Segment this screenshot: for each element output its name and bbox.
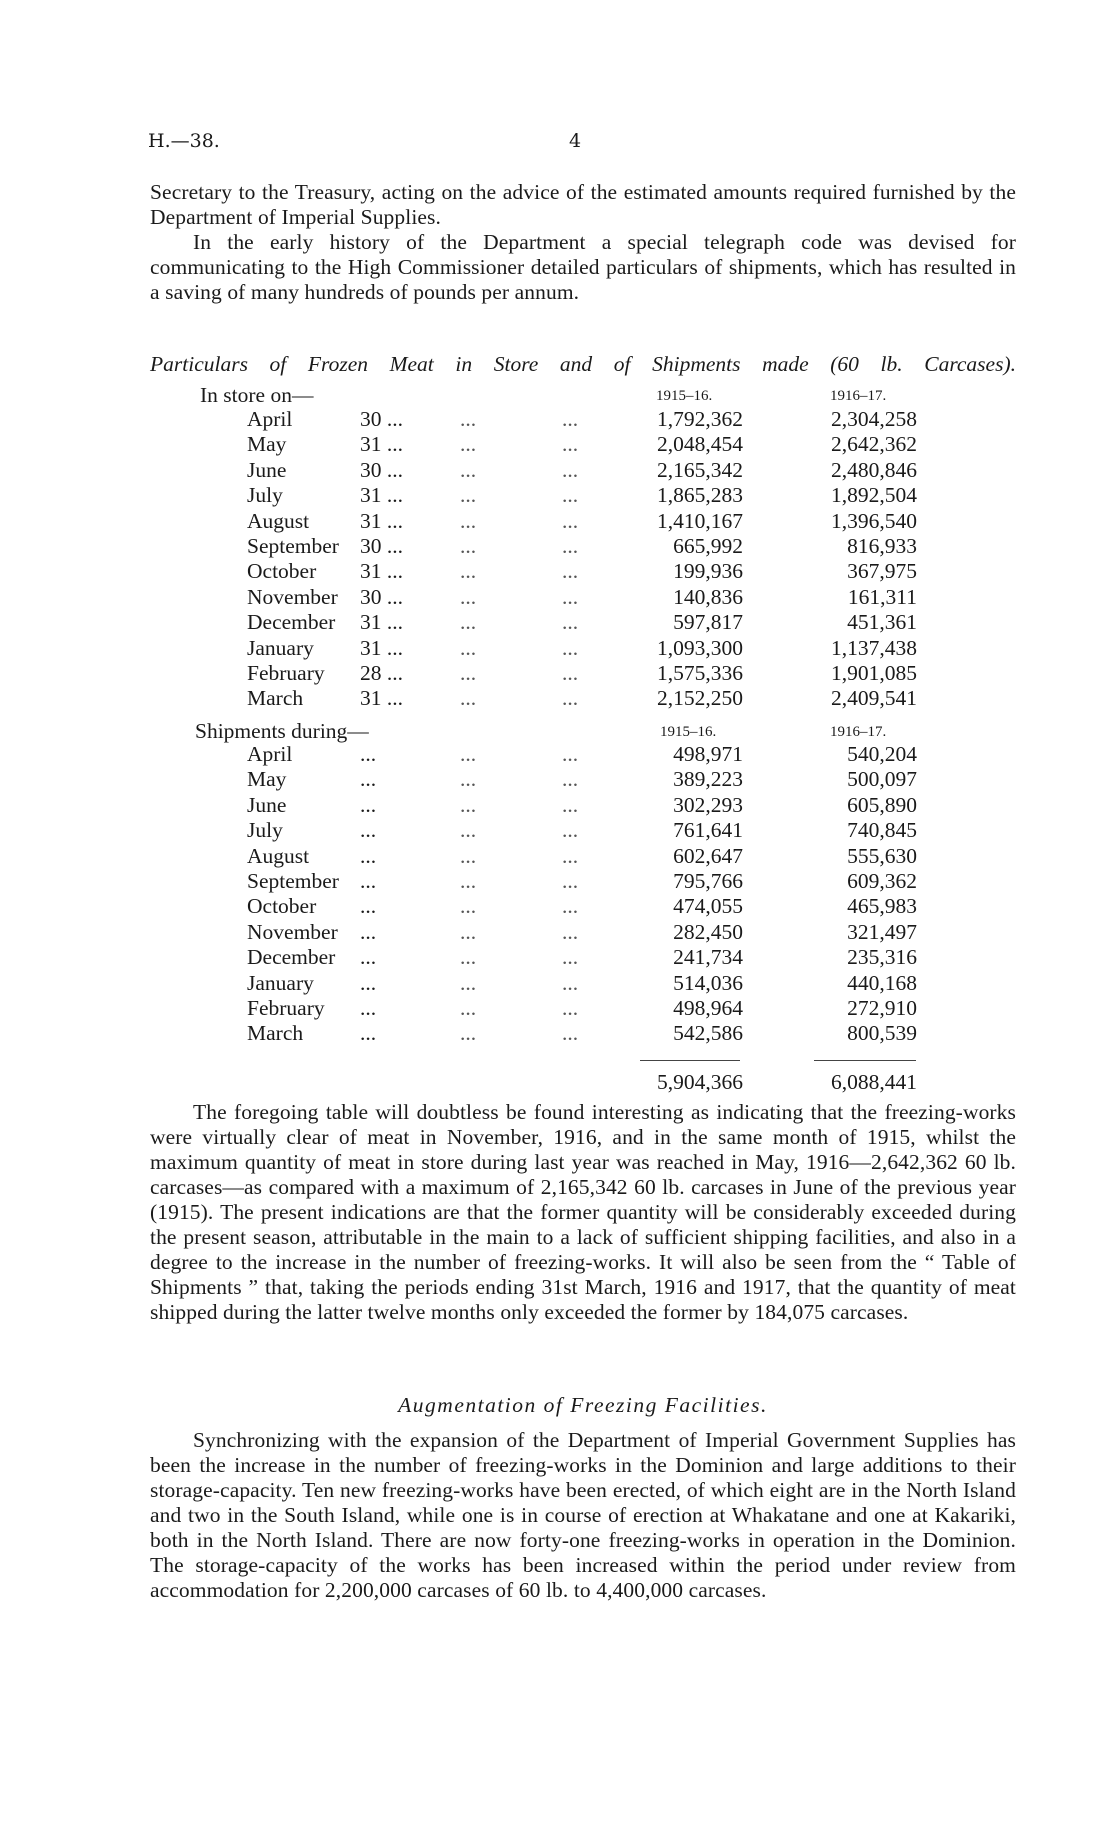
row-month: July: [247, 818, 283, 843]
table-row: [0, 686, 1114, 711]
row-leader: ...: [562, 610, 579, 635]
row-month: March: [247, 1021, 304, 1046]
row-leader: ...: [562, 508, 579, 533]
row-value-1915-16: 2,165,342: [657, 457, 743, 482]
document-code: H.—38.: [148, 130, 220, 152]
paragraph-text: Secretary to the Treasury, acting on the advice of the estimated amounts required furnished by the Department of Imperial Supplies.: [150, 180, 1016, 229]
row-leader: ...: [460, 869, 477, 893]
row-leader: ...: [460, 742, 477, 766]
row-leader: ...: [562, 843, 579, 868]
row-month: May: [247, 432, 287, 457]
row-value-1915-16: 1,093,300: [657, 635, 743, 660]
row-value-1916-17: 321,497: [847, 919, 917, 944]
row-leader: ...: [460, 996, 477, 1020]
row-value-1915-16: 2,048,454: [657, 432, 743, 457]
row-value-1916-17: 465,983: [847, 894, 917, 919]
row-day: 31 ...: [360, 432, 403, 457]
row-month: October: [247, 559, 317, 584]
row-value-1915-16: 761,641: [673, 818, 743, 843]
row-day: ...: [360, 996, 377, 1020]
table-row: [0, 996, 1114, 1021]
row-value-1915-16: 1,792,362: [657, 407, 743, 431]
row-month: August: [247, 508, 310, 533]
row-day: 30 ...: [360, 584, 403, 609]
row-month: June: [247, 457, 287, 482]
row-day: 31 ...: [360, 483, 403, 508]
total-rule-1915-16: [640, 1060, 740, 1061]
row-value-1915-16: 597,817: [673, 610, 743, 635]
row-month: April: [247, 407, 293, 431]
row-leader: ...: [562, 792, 579, 817]
row-leader: ...: [562, 635, 579, 660]
row-leader: ...: [460, 559, 477, 584]
table-row: [0, 818, 1114, 843]
row-value-1915-16: 1,865,283: [657, 483, 743, 508]
row-leader: ...: [562, 996, 579, 1020]
row-value-1916-17: 555,630: [847, 843, 917, 868]
row-leader: ...: [460, 843, 477, 868]
row-leader: ...: [460, 432, 477, 457]
paragraph-table-commentary: [150, 1100, 1016, 1325]
row-value-1916-17: 2,409,541: [831, 686, 917, 711]
row-leader: ...: [460, 457, 477, 482]
row-value-1916-17: 540,204: [847, 742, 917, 766]
table-row: [0, 945, 1114, 970]
row-month: March: [247, 686, 304, 711]
row-day: 30 ...: [360, 534, 403, 558]
row-leader: ...: [562, 767, 579, 792]
row-value-1916-17: 161,311: [847, 584, 917, 609]
row-value-1916-17: 1,396,540: [831, 508, 917, 533]
row-value-1916-17: 740,845: [847, 818, 917, 843]
row-day: 30 ...: [360, 457, 403, 482]
row-value-1915-16: 602,647: [673, 843, 743, 868]
row-value-1916-17: 1,137,438: [831, 635, 917, 660]
row-leader: ...: [562, 457, 579, 482]
row-value-1916-17: 605,890: [847, 792, 917, 817]
row-value-1916-17: 500,097: [847, 767, 917, 792]
row-value-1916-17: 816,933: [847, 534, 917, 558]
section-heading: Augmentation of Freezing Facilities.: [398, 1393, 768, 1417]
row-leader: ...: [460, 792, 477, 817]
row-leader: ...: [562, 919, 579, 944]
store-col-header-1916-17: 1916–17.: [830, 388, 887, 404]
row-value-1915-16: 389,223: [673, 767, 743, 792]
row-month: June: [247, 792, 287, 817]
row-day: ...: [360, 1021, 377, 1046]
table-row: [0, 793, 1114, 818]
row-value-1915-16: 665,992: [673, 534, 743, 558]
row-value-1916-17: 1,892,504: [831, 483, 917, 508]
table-row: [0, 432, 1114, 457]
row-value-1916-17: 367,975: [847, 559, 917, 584]
row-leader: ...: [562, 407, 579, 431]
paragraph-text: In the early history of the Department a special telegraph code was devised for communicating to the High Commissioner detailed particulars of shipments, which has resulted in a saving of many hundreds of pounds per annum.: [150, 230, 1016, 304]
table-row: [0, 971, 1114, 996]
total-1916-17: 6,088,441: [831, 1070, 917, 1094]
row-leader: ...: [460, 818, 477, 843]
paragraph-text: The foregoing table will doubtless be found interesting as indicating that the freezing-works were virtually clear of meat in November, 1916, and in the same month of 1915, whilst the maximum quantity of meat in store during last year was reached in May, 1916—2,642,362 60 lb. carcases—as compared with a maximum of 2,165,342 60 lb. carcases in June of the previous year (1915). The present indications are that the former quantity will be considerably exceeded during the present season, attributable in the main to a lack of sufficient shipping facilities, and also in a degree to the increase in the number of freezing-works. It will also be seen from the “ Table of Shipments ” that, taking the periods ending 31st March, 1916 and 1917, that the quantity of meat shipped during the latter twelve months only exceeded the former by 184,075 carcases.: [150, 1100, 1016, 1324]
row-leader: ...: [460, 661, 477, 685]
table-row: [0, 920, 1114, 945]
row-day: ...: [360, 945, 377, 970]
row-day: ...: [360, 869, 377, 893]
row-leader: ...: [460, 610, 477, 635]
table-row: [0, 661, 1114, 686]
row-leader: ...: [562, 661, 579, 685]
table-row: [0, 559, 1114, 584]
row-value-1915-16: 514,036: [673, 970, 743, 995]
row-day: ...: [360, 818, 377, 843]
table-row: [0, 458, 1114, 483]
row-month: December: [247, 610, 336, 635]
row-value-1915-16: 474,055: [673, 894, 743, 919]
row-leader: ...: [460, 407, 477, 431]
table-title: Particulars of Frozen Meat in Store and of Shipments made (60 lb. Carcases).: [150, 352, 1016, 376]
row-leader: ...: [460, 483, 477, 508]
row-value-1915-16: 498,964: [673, 996, 743, 1020]
table-row: [0, 636, 1114, 661]
row-day: ...: [360, 919, 377, 944]
table-row: [0, 534, 1114, 559]
row-month: November: [247, 584, 338, 609]
row-value-1916-17: 2,642,362: [831, 432, 917, 457]
paragraph-continuation: [150, 180, 1016, 230]
table-row: [0, 767, 1114, 792]
row-value-1915-16: 498,971: [673, 742, 743, 766]
row-month: November: [247, 919, 338, 944]
row-value-1916-17: 2,304,258: [831, 407, 917, 431]
table-row: [0, 509, 1114, 534]
row-day: 30 ...: [360, 407, 403, 431]
table-row: [0, 894, 1114, 919]
row-value-1916-17: 272,910: [847, 996, 917, 1020]
total-rule-1916-17: [814, 1060, 916, 1061]
row-day: ...: [360, 742, 377, 766]
row-month: April: [247, 742, 293, 766]
totals-row: [0, 1070, 1114, 1095]
row-month: August: [247, 843, 310, 868]
row-month: September: [247, 869, 339, 893]
shipments-section-label: Shipments during—: [195, 719, 369, 743]
row-leader: ...: [460, 584, 477, 609]
row-leader: ...: [460, 508, 477, 533]
row-value-1916-17: 451,361: [847, 610, 917, 635]
row-leader: ...: [562, 869, 579, 893]
row-day: ...: [360, 792, 377, 817]
row-leader: ...: [562, 534, 579, 558]
store-col-header-1915-16: 1915–16.: [656, 388, 713, 404]
row-leader: ...: [562, 483, 579, 508]
shipments-col-header-1916-17: 1916–17.: [830, 724, 887, 740]
row-value-1915-16: 302,293: [673, 792, 743, 817]
row-leader: ...: [460, 1021, 477, 1046]
row-day: ...: [360, 767, 377, 792]
row-leader: ...: [460, 970, 477, 995]
row-leader: ...: [460, 635, 477, 660]
row-leader: ...: [562, 1021, 579, 1046]
row-value-1915-16: 2,152,250: [657, 686, 743, 711]
row-day: ...: [360, 970, 377, 995]
row-value-1915-16: 1,410,167: [657, 508, 743, 533]
store-section-label: In store on—: [200, 383, 314, 407]
row-month: September: [247, 534, 339, 558]
row-leader: ...: [460, 767, 477, 792]
row-value-1916-17: 235,316: [847, 945, 917, 970]
row-leader: ...: [562, 432, 579, 457]
table-row: [0, 610, 1114, 635]
row-day: 31 ...: [360, 559, 403, 584]
row-month: December: [247, 945, 336, 970]
row-value-1915-16: 241,734: [673, 945, 743, 970]
row-leader: ...: [562, 894, 579, 919]
row-leader: ...: [562, 742, 579, 766]
row-leader: ...: [562, 584, 579, 609]
row-month: October: [247, 894, 317, 919]
shipments-col-header-1915-16: 1915–16.: [660, 724, 717, 740]
row-month: July: [247, 483, 283, 508]
row-value-1915-16: 1,575,336: [657, 661, 743, 685]
row-day: 28 ...: [360, 661, 403, 685]
row-value-1915-16: 542,586: [673, 1021, 743, 1046]
row-month: February: [247, 996, 325, 1020]
row-value-1916-17: 2,480,846: [831, 457, 917, 482]
row-day: 31 ...: [360, 508, 403, 533]
row-value-1915-16: 140,836: [673, 584, 743, 609]
table-row: [0, 585, 1114, 610]
paragraph-text: Synchronizing with the expansion of the Department of Imperial Government Supplies has been the increase in the number of freezing-works in the Dominion and large additions to their storage-capacity. Ten new freezing-works have been erected, of which eight are in the North Island and two in the South Island, while one is in course of erection at Whakatane and one at Kakariki, both in the North Island. There are now forty-one freezing-works in operation in the Dominion. The storage-capacity of the works has been increased within the period under review from accommodation for 2,200,000 carcases of 60 lb. to 4,400,000 carcases.: [150, 1428, 1016, 1602]
paragraph-telegraph-code: [150, 230, 1016, 305]
table-row: [0, 407, 1114, 432]
page-number: 4: [569, 130, 582, 152]
row-leader: ...: [460, 919, 477, 944]
row-leader: ...: [460, 894, 477, 919]
paragraph-freezing-facilities: [150, 1428, 1016, 1603]
row-day: ...: [360, 894, 377, 919]
row-value-1915-16: 199,936: [673, 559, 743, 584]
row-month: February: [247, 661, 325, 685]
row-leader: ...: [460, 534, 477, 558]
table-row: [0, 742, 1114, 767]
table-row: [0, 483, 1114, 508]
total-1915-16: 5,904,366: [657, 1070, 743, 1094]
row-leader: ...: [562, 559, 579, 584]
row-day: ...: [360, 843, 377, 868]
row-day: 31 ...: [360, 635, 403, 660]
row-leader: ...: [562, 818, 579, 843]
row-value-1916-17: 1,901,085: [831, 661, 917, 685]
row-value-1915-16: 282,450: [673, 919, 743, 944]
table-row: [0, 869, 1114, 894]
row-value-1916-17: 609,362: [847, 869, 917, 893]
row-day: 31 ...: [360, 610, 403, 635]
row-leader: ...: [460, 686, 477, 711]
table-row: [0, 1021, 1114, 1046]
row-value-1916-17: 800,539: [847, 1021, 917, 1046]
row-day: 31 ...: [360, 686, 403, 711]
row-value-1915-16: 795,766: [673, 869, 743, 893]
row-value-1916-17: 440,168: [847, 970, 917, 995]
row-month: May: [247, 767, 287, 792]
row-leader: ...: [562, 945, 579, 970]
row-leader: ...: [460, 945, 477, 970]
row-leader: ...: [562, 686, 579, 711]
row-month: January: [247, 970, 314, 995]
row-month: January: [247, 635, 314, 660]
table-row: [0, 844, 1114, 869]
row-leader: ...: [562, 970, 579, 995]
